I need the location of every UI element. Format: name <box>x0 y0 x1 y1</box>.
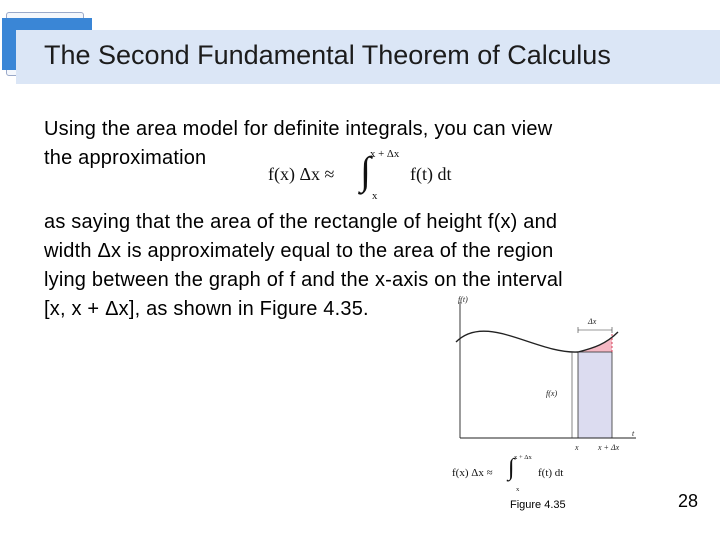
tick-x-plus-dx-label: x + Δx <box>598 443 620 452</box>
figure-caption: Figure 4.35 <box>510 499 566 511</box>
figure-equation-lhs: f(x) Δx ≈ <box>452 467 493 479</box>
figure-4-35 <box>446 292 646 458</box>
figure-integral-upper-limit: x + Δx <box>514 454 532 461</box>
slide-title: The Second Fundamental Theorem of Calculus <box>44 40 611 70</box>
paragraph-explanation-line: [x, x + Δx], as shown in Figure 4.35. <box>44 298 369 320</box>
paragraph-explanation-line: lying between the graph of f and the x-axis on the interval <box>44 269 563 291</box>
width-label: Δx <box>588 317 597 326</box>
figure-equation <box>452 454 592 498</box>
page-number: 28 <box>678 491 699 511</box>
approximation-equation <box>268 148 468 204</box>
paragraph-explanation-line: as saying that the area of the rectangle of height f(x) and <box>44 211 558 233</box>
y-axis-label: f(t) <box>458 295 468 304</box>
figure-integral-sign: ∫ <box>508 454 515 481</box>
integral-sign: ∫ <box>360 149 371 193</box>
equation-lhs: f(x) Δx ≈ <box>268 164 335 184</box>
integral-lower-limit: x <box>372 190 378 202</box>
tick-x-label: x <box>575 443 579 452</box>
paragraph-intro-line: Using the area model for definite integrals, you can view <box>44 118 553 140</box>
paragraph-explanation-line: width Δx is approximately equal to the area of the region <box>44 240 554 262</box>
figure-integral-integrand: f(t) dt <box>538 467 564 479</box>
figure-integral-lower-limit: x <box>516 486 520 493</box>
paragraph-intro-line: the approximation <box>44 147 207 169</box>
integral-integrand: f(t) dt <box>410 164 452 184</box>
approximation-rectangle <box>578 352 612 438</box>
height-label: f(x) <box>546 389 558 398</box>
integral-upper-limit: x + Δx <box>370 148 400 160</box>
x-axis-label: t <box>632 429 635 438</box>
area-figure-graphic <box>446 292 646 458</box>
